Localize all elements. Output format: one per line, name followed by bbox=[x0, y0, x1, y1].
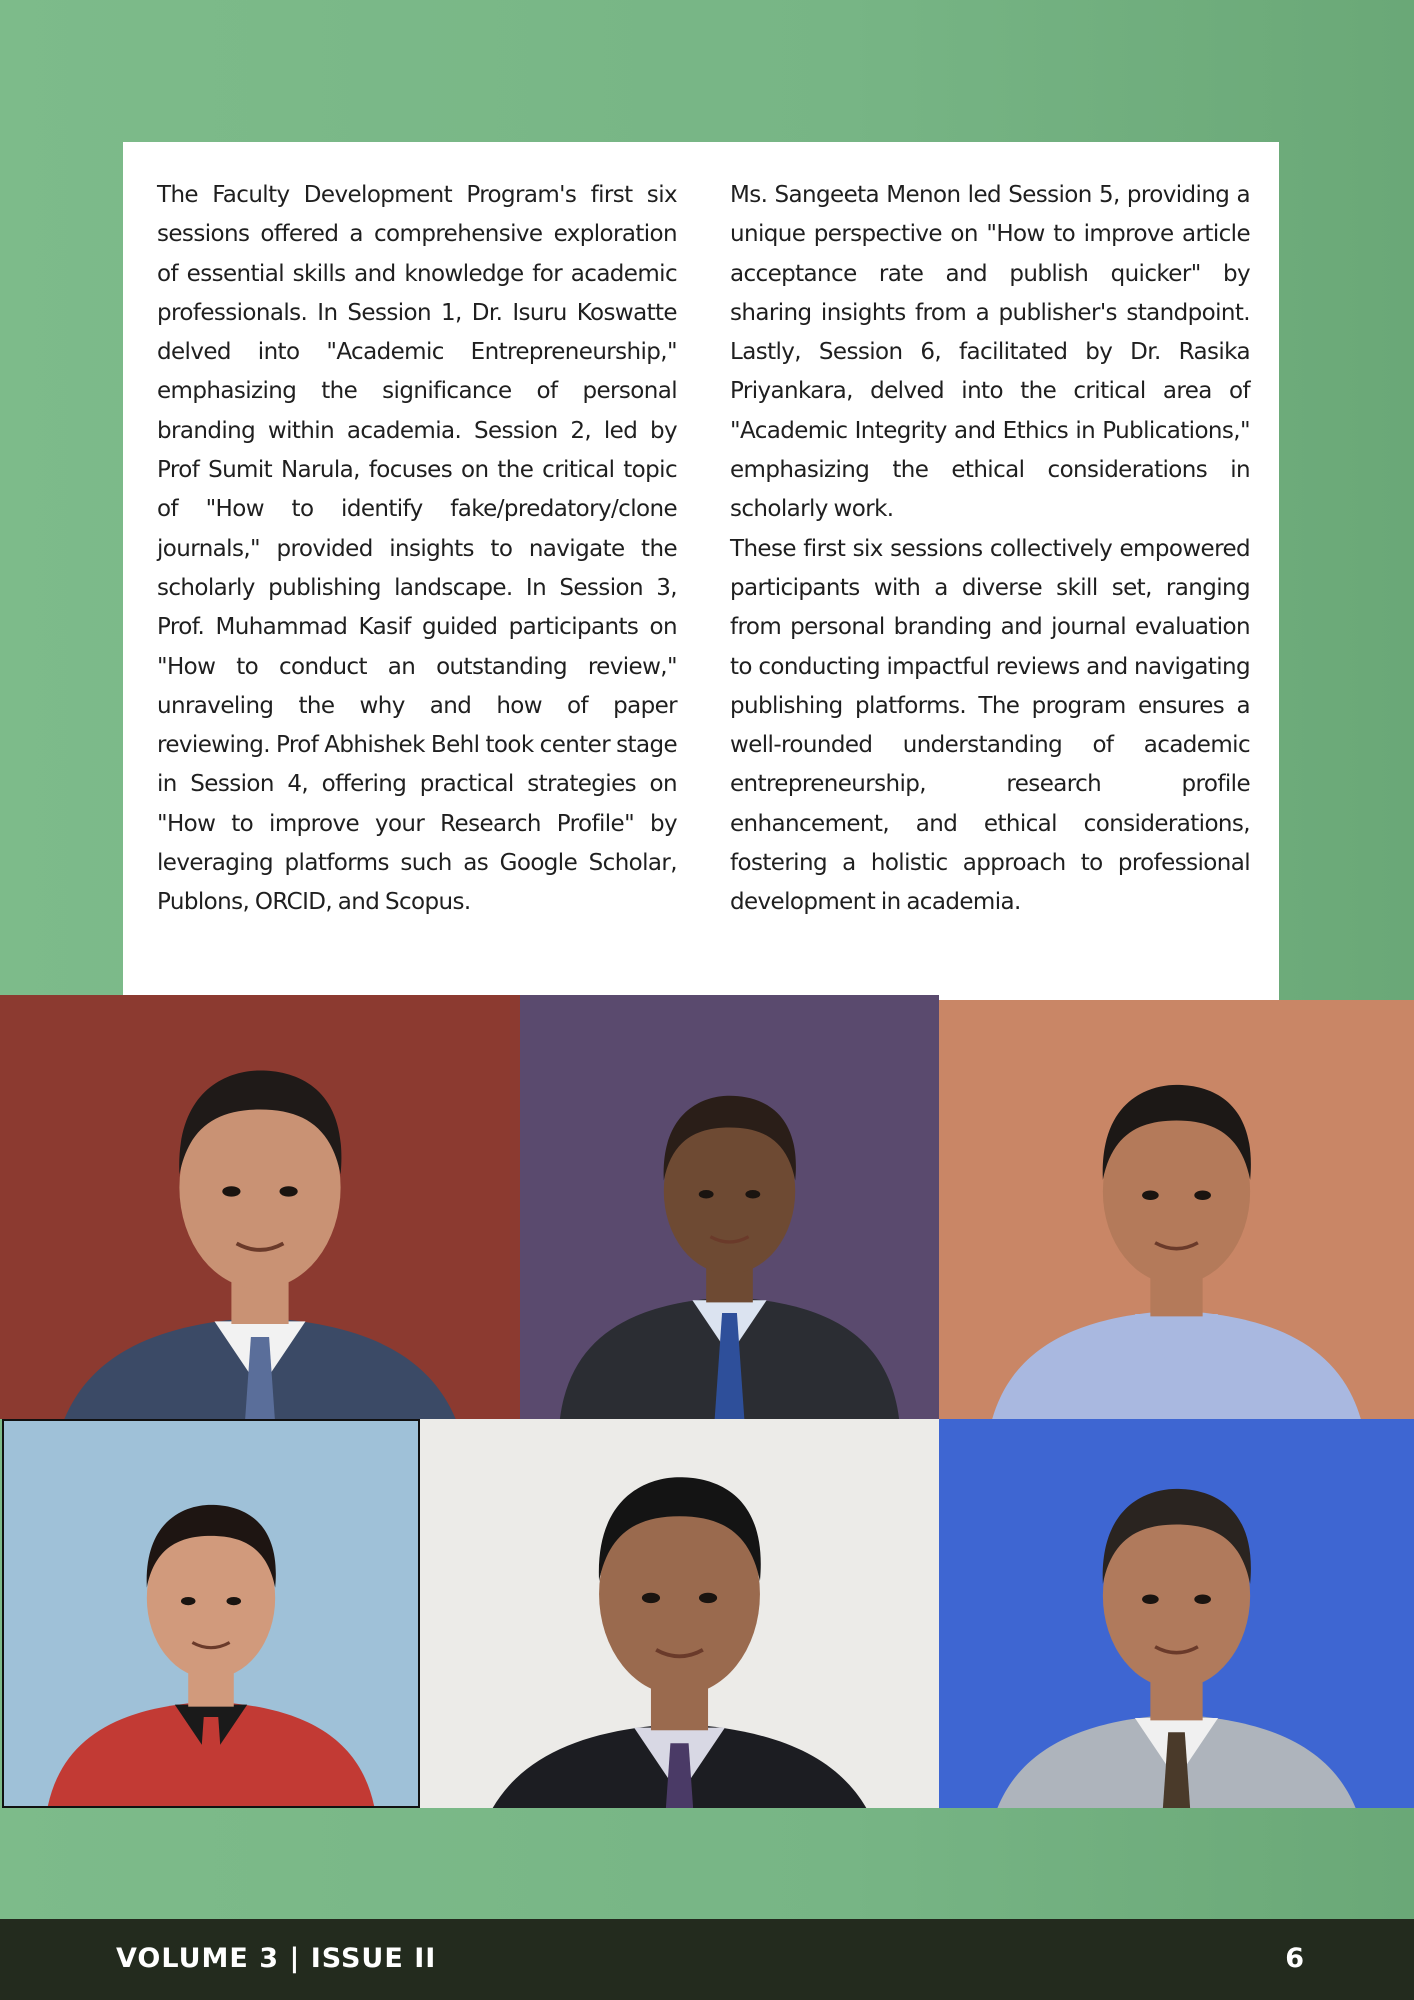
eye bbox=[1142, 1595, 1159, 1605]
eye bbox=[227, 1597, 241, 1605]
article-left-column bbox=[157, 176, 677, 923]
article-text-card bbox=[123, 142, 1279, 1000]
article-paragraph: Ms. Sangeeta Menon led Session 5, providing a unique perspective on "How to improve article acceptance rate and publish quicker" by sharing insights from a publisher's standpoint. Lastly, Session 6, facilitated by Dr. Rasika Priyankara, delved into the critical area of "Academic Integrity and Ethics in Publications," emphasizing the ethical considerations in scholarly work. bbox=[730, 182, 1250, 523]
eye bbox=[222, 1186, 240, 1196]
speaker-photo-5 bbox=[420, 1419, 939, 1808]
eye bbox=[1142, 1191, 1159, 1201]
speaker-photo-3 bbox=[939, 1000, 1414, 1419]
eye bbox=[642, 1593, 660, 1603]
speaker-photo-4 bbox=[2, 1419, 420, 1808]
eye bbox=[699, 1190, 714, 1198]
article-paragraph: These first six sessions collectively empowered participants with a diverse skill set, ranging from personal branding and journal evaluation to conducting impactful reviews and navigating publishing platforms. The program ensures a well-rounded understanding of academic entrepreneurship, research profile enhancement, and ethical considerations, fostering a holistic approach to professional development in academia. bbox=[730, 535, 1250, 916]
speaker-photo-6 bbox=[939, 1419, 1414, 1808]
page-footer bbox=[0, 1919, 1414, 2000]
eye bbox=[181, 1597, 195, 1605]
article-right-column bbox=[730, 176, 1250, 923]
volume-issue-label: VOLUME 3 | ISSUE II bbox=[116, 1943, 437, 1974]
eye bbox=[699, 1593, 717, 1603]
speaker-photo-2 bbox=[520, 995, 939, 1419]
page-number: 6 bbox=[1285, 1943, 1304, 1974]
eye bbox=[1194, 1595, 1211, 1605]
eye bbox=[1194, 1191, 1211, 1201]
eye bbox=[745, 1190, 760, 1198]
article-paragraph: The Faculty Development Program's first six sessions offered a comprehensive exploration of essential skills and knowledge for academic professionals. In Session 1, Dr. Isuru Koswatte delved into "Academic Entrepreneurship," emphasizing the significance of personal branding within academia. Session 2, led by Prof Sumit Narula, focuses on the critical topic of "How to identify fake/predatory/clone journals," provided insights to navigate the scholarly publishing landscape. In Session 3, Prof. Muhammad Kasif guided participants on "How to conduct an outstanding review," unraveling the why and how of paper reviewing. Prof Abhishek Behl took center stage in Session 4, offering practical strategies on "How to improve your Research Profile" by leveraging platforms such as Google Scholar, Publons, ORCID, and Scopus. bbox=[157, 182, 677, 916]
eye bbox=[280, 1186, 298, 1196]
speaker-photo-1 bbox=[0, 995, 520, 1419]
